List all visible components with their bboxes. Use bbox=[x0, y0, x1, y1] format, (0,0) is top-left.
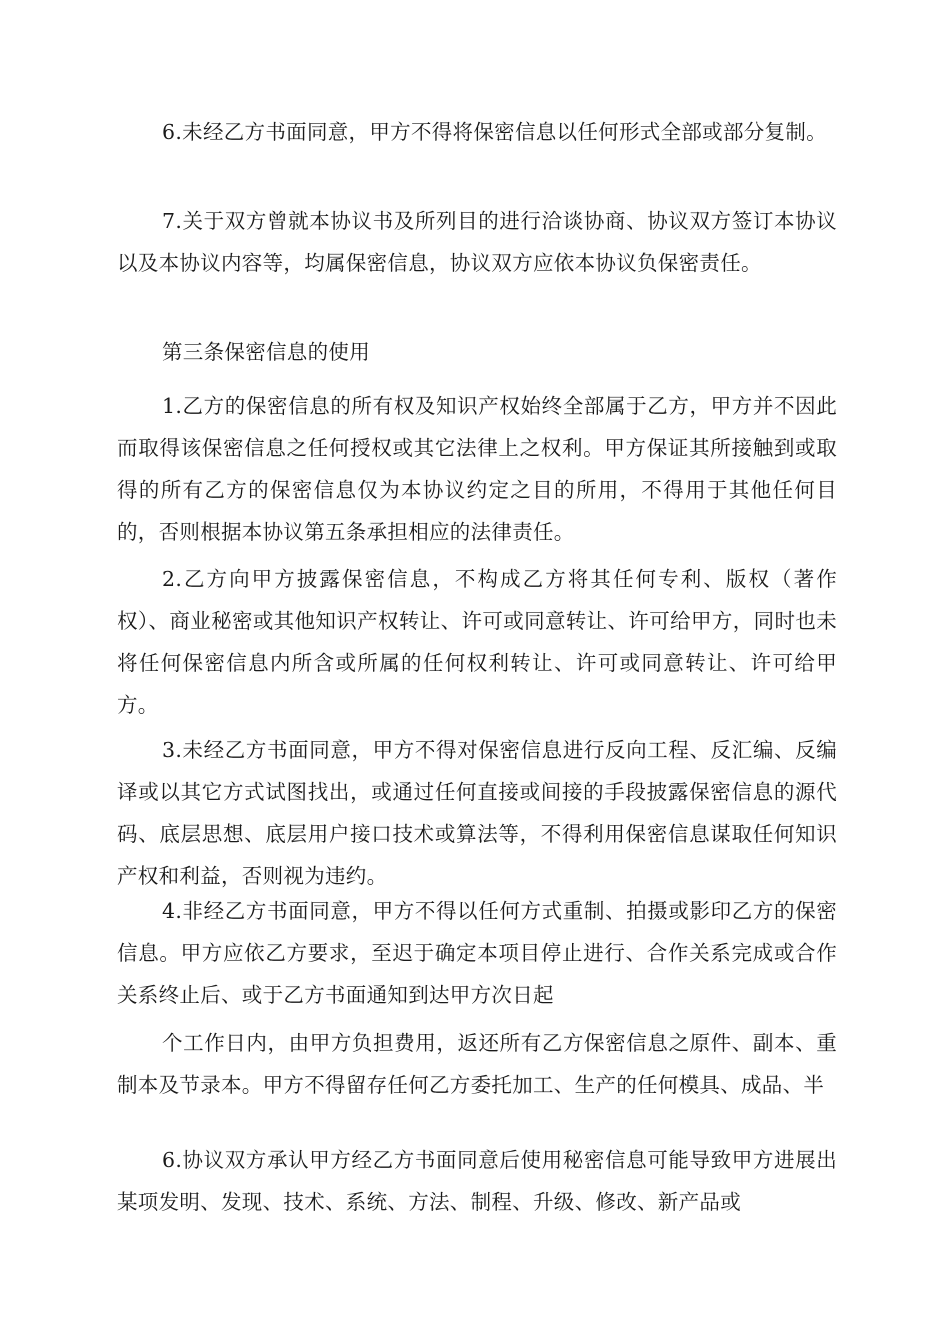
paragraph-use-clause-6-inventions: 6.协议双方承认甲方经乙方书面同意后使用秘密信息可能导致甲方进展出某项发明、发现、技术、系统、方法、制程、升级、修改、新产品或 bbox=[117, 1148, 837, 1214]
paragraph-use-clause-1-ownership: 1.乙方的保密信息的所有权及知识产权始终全部属于乙方，甲方并不因此而取得该保密信息之任何授权或其它法律上之权利。甲方保证其所接触到或取得的所有乙方的保密信息仅为本协议约定之目的所用，不得用于其他任何目的，否则根据本协议第五条承担相应的法律责任。 bbox=[117, 394, 837, 544]
paragraph-use-clause-4-no-reproduction: 4.非经乙方书面同意，甲方不得以任何方式重制、拍摄或影印乙方的保密信息。甲方应依乙方要求，至迟于确定本项目停止进行、合作关系完成或合作关系终止后、或于乙方书面通知到达甲方次日起 bbox=[117, 899, 837, 1007]
section-heading-article-3: 第三条保密信息的使用 bbox=[162, 340, 370, 364]
paragraph-clause-7-negotiation-confidential: 7.关于双方曾就本协议书及所列目的进行洽谈协商、协议双方签订本协议以及本协议内容等，均属保密信息，协议双方应依本协议负保密责任。 bbox=[117, 209, 837, 275]
paragraph-use-clause-2-no-license: 2.乙方向甲方披露保密信息，不构成乙方将其任何专利、版权（著作权）、商业秘密或其他知识产权转让、许可或同意转让、许可给甲方，同时也未将任何保密信息内所含或所属的任何权利转让、许可或同意转让、许可给甲方。 bbox=[117, 567, 837, 717]
paragraph-use-clause-3-no-reverse-engineering: 3.未经乙方书面同意，甲方不得对保密信息进行反向工程、反汇编、反编译或以其它方式试图找出，或通过任何直接或间接的手段披露保密信息的源代码、底层思想、底层用户接口技术或算法等，不得利用保密信息谋取任何知识产权和利益，否则视为违约。 bbox=[117, 738, 837, 888]
paragraph-return-materials: 个工作日内，由甲方负担费用，返还所有乙方保密信息之原件、副本、重制本及节录本。甲方不得留存任何乙方委托加工、生产的任何模具、成品、半 bbox=[117, 1031, 837, 1097]
paragraph-clause-6-no-copy: 6.未经乙方书面同意，甲方不得将保密信息以任何形式全部或部分复制。 bbox=[162, 120, 827, 144]
